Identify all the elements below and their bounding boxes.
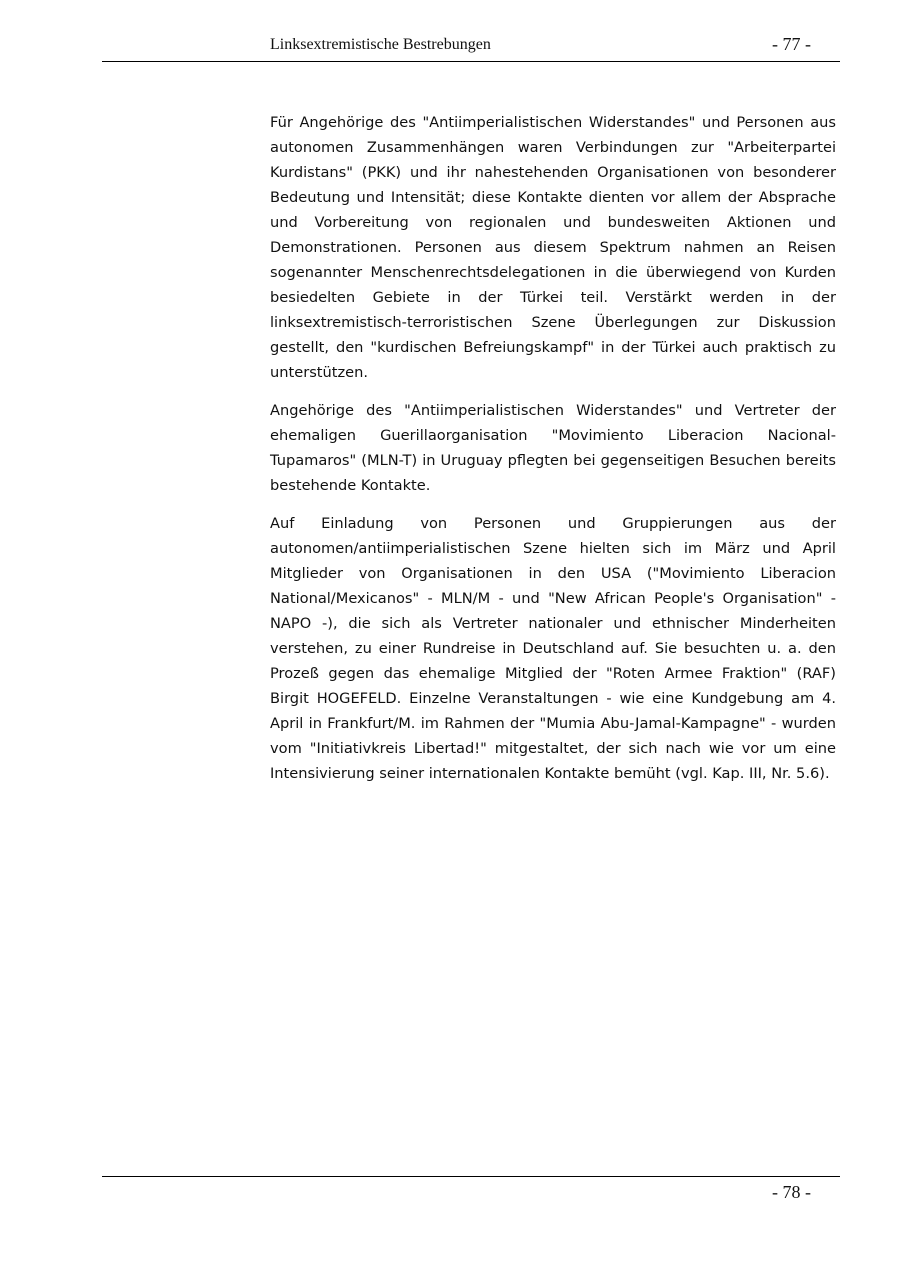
running-header-title: Linksextremistische Bestrebungen <box>270 36 491 53</box>
footer-divider <box>102 1176 840 1177</box>
body-text <box>270 110 836 799</box>
paragraph: Auf Einladung von Personen und Gruppierungen aus der autonomen/antiimperialistischen Szene hielten sich im März und April Mitglieder von Organisationen in den USA ("Movimiento Liberacion National/Mexicanos" - MLN/M - und "New African People's Organisation" - NAPO -), die sich als Vertreter nationaler und ethnischer Minderheiten verstehen, zu einer Rundreise in Deutschland auf. Sie besuchten u. a. den Prozeß gegen das ehemalige Mitglied der "Roten Armee Fraktion" (RAF) Birgit HOGEFELD. Einzelne Veranstaltungen - wie eine Kundgebung am 4. April in Frankfurt/M. im Rahmen der "Mumia Abu-Jamal-Kampagne" - wurden vom "Initiativkreis Libertad!" mitgestaltet, der sich nach wie vor um eine Intensivierung seiner internationalen Kontakte bemüht (vgl. Kap. III, Nr. 5.6). <box>270 515 836 782</box>
paragraph: Für Angehörige des "Antiimperialistischen Widerstandes" und Personen aus autonomen Zusammenhängen waren Verbindungen zur "Arbeiterpartei Kurdistans" (PKK) und ihr nahestehenden Organisationen von besonderer Bedeutung und Intensität; diese Kontakte dienten vor allem der Absprache und Vorbereitung von regionalen und bundesweiten Aktionen und Demonstrationen. Personen aus diesem Spektrum nahmen an Reisen sogenannter Menschenrechtsdelegationen in die überwiegend von Kurden besiedelten Gebiete in der Türkei teil. Verstärkt werden in der linksextremistisch-terroristischen Szene Überlegungen zur Diskussion gestellt, den "kurdischen Befreiungskampf" in der Türkei auch praktisch zu unterstützen. <box>270 114 836 381</box>
footer-page-number: - 78 - <box>772 1182 811 1202</box>
header-divider <box>102 61 840 62</box>
header-page-number: - 77 - <box>772 34 811 54</box>
paragraph: Angehörige des "Antiimperialistischen Widerstandes" und Vertreter der ehemaligen Guerillaorganisation "Movimiento Liberacion Nacional-Tupamaros" (MLN-T) in Uruguay pflegten bei gegenseitigen Besuchen bereits bestehende Kontakte. <box>270 402 836 494</box>
